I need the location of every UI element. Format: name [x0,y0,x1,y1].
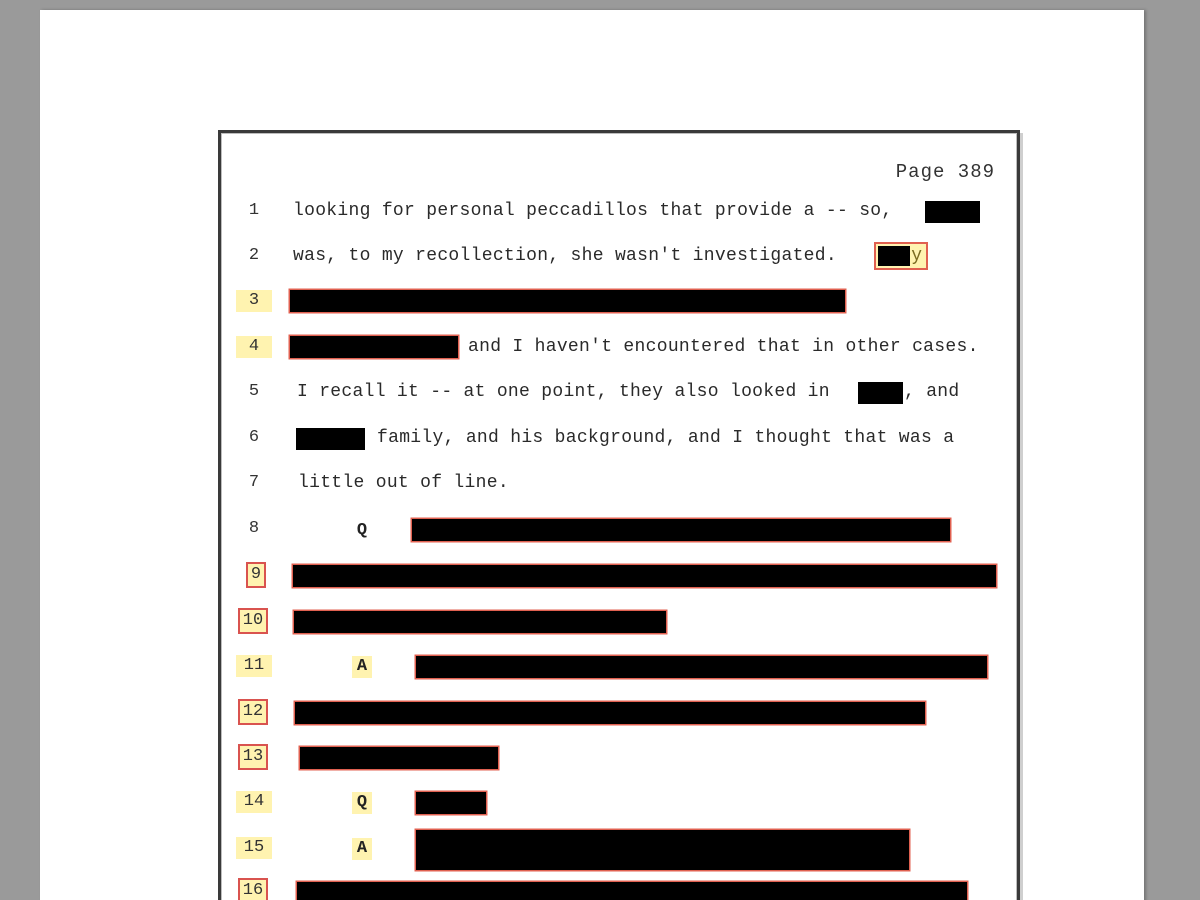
transcript-line-text: , and [904,382,960,402]
transcript-line-text: was, to my recollection, she wasn't investigated. [293,246,837,266]
line-number: 14 [236,791,272,813]
redaction-box [296,428,365,450]
redaction-box [294,611,666,633]
line-number: 7 [248,473,260,492]
redaction-box [878,246,910,266]
redaction-box [416,792,486,814]
line-number: 3 [236,290,272,312]
speaker-label: Q [352,792,372,814]
partial-redaction [876,244,926,268]
line-number: 4 [236,336,272,358]
redaction-box [416,830,909,870]
redaction-box [925,201,980,223]
transcript-line-text: and I haven't encountered that in other cases. [468,337,979,357]
transcript-line-text: I recall it -- at one point, they also looked in [297,382,830,402]
line-number: 11 [236,655,272,677]
redaction-box [297,882,967,900]
redaction-box [293,565,996,587]
line-number: 8 [248,519,260,538]
speaker-label: A [352,656,372,678]
line-number: 10 [240,610,266,632]
line-number: 15 [236,837,272,859]
redaction-box [412,519,950,541]
line-number: 5 [248,382,260,401]
line-number: 16 [240,880,266,900]
transcript-line-text: little out of line. [298,473,509,493]
redaction-box [295,702,925,724]
speaker-label: Q [356,521,368,540]
page-number: Page 389 [895,161,995,183]
transcript-line-text: family, and his background, and I thought that was a [377,428,955,448]
speaker-label: A [352,838,372,860]
line-number: 6 [248,428,260,447]
line-number: 13 [240,746,266,768]
redaction-box [290,336,458,358]
line-number: 1 [248,201,260,220]
redaction-box [416,656,987,678]
redaction-box [858,382,903,404]
redaction-box [290,290,845,312]
partial-character: y [911,246,922,266]
line-number: 12 [240,701,266,723]
line-number: 9 [248,564,264,586]
redaction-box [300,747,498,769]
transcript-line-text: looking for personal peccadillos that provide a -- so, [293,201,893,221]
line-number: 2 [248,246,260,265]
